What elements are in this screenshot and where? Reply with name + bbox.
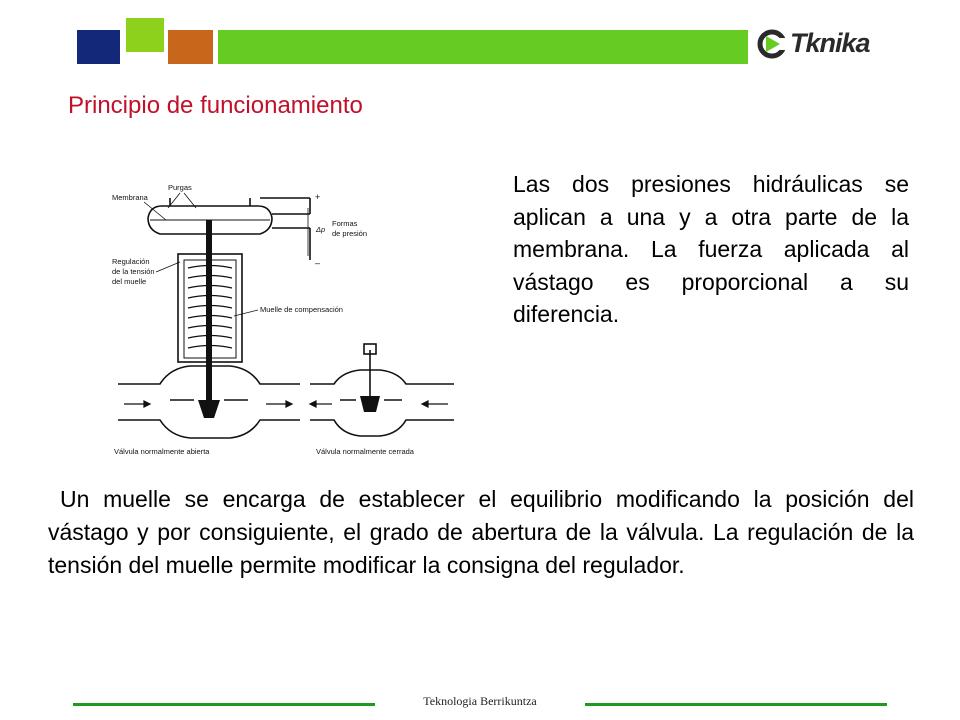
label-delta-p: Δp [316,225,326,234]
valve-diagram [110,168,465,458]
label-formas-2: de presión [332,229,368,238]
label-regulacion-2: de la tensión [112,267,155,276]
header-square-orange [168,30,213,64]
logo-text: Tknika [790,28,870,58]
valve-body-right [310,344,454,436]
tknika-logo [756,26,896,62]
paragraph-right: Las dos presiones hidráulicas se aplican a una y a otra parte de la membrana. La fuerza aplicada al vástago es proporcional a su diferencia. [513,171,909,327]
membrane-housing [148,198,310,260]
label-regulacion-1: Regulación [112,257,150,266]
label-valvula-cerrada: Válvula normalmente cerrada [316,447,414,456]
header-square-lime [126,18,164,52]
label-purgas: Purgas [168,183,192,192]
header-bar-green [218,30,748,64]
tknika-logo-icon [756,26,792,62]
header-square-navy [77,30,120,64]
valve-stem [206,220,212,400]
label-formas-1: Formas [332,219,358,228]
flow-arrow-right [310,401,448,407]
label-plus: + [315,192,321,202]
valve-plug-left [198,400,220,418]
label-valvula-abierta: Válvula normalmente abierta [114,447,210,456]
paragraph-bottom: Un muelle se encarga de establecer el equilibrio modificando la posición del vástago y por consiguiente, el grado de abertura de la válvula. La regulación de la tensión del muelle permite modificar la consigna del regulador. [48,486,914,578]
label-muelle: Muelle de compensación [260,305,343,314]
label-membrana: Membrana [112,193,148,202]
label-minus: – [315,258,321,268]
footer-text: Teknologia Berrikuntza [423,694,537,708]
page-title: Principio de funcionamiento [68,92,363,119]
label-regulacion-3: del muelle [112,277,147,286]
valve-plug-right [360,396,380,412]
